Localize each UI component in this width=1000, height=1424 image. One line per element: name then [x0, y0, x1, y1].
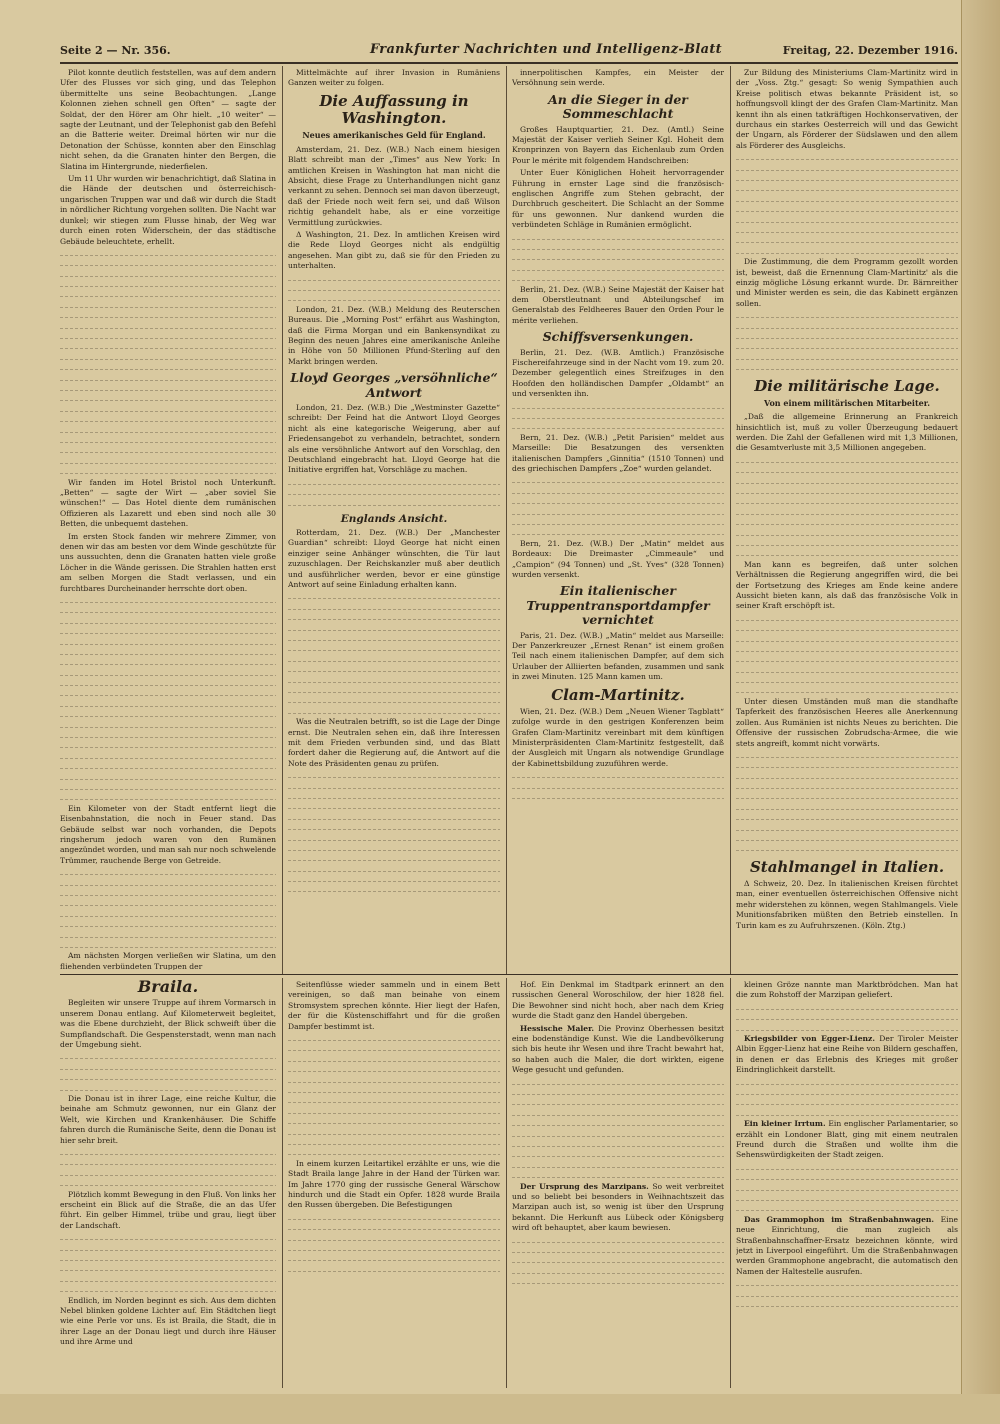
text-line-filler — [512, 1098, 724, 1108]
text-line-filler — [60, 606, 276, 616]
text-line-filler — [288, 802, 500, 812]
text-line-filler — [288, 1265, 500, 1275]
headline-lloyd-george: Lloyd Georges „versöhnliche“ Antwort — [290, 370, 498, 400]
article-paragraph: Um 11 Uhr wurden wir benachrichtigt, daß Slatina in die Hände der deutschen und österreichisch-ungarischen Truppen war und daß wir durch die Stadt in nördlicher Richtung vorgehen sollten. Die Nacht war dunkel; wir stiegen zum Flusse hinab, der Weg war durch einen roten Widerschein, der das städtische Gebäude beleuchtete, erhellt. — [60, 174, 276, 246]
text-line-filler — [736, 332, 958, 342]
article-paragraph: Am nächsten Morgen verließen wir Slatina, um den fliehenden verbündeten Truppen der — [60, 951, 276, 970]
text-line-filler — [60, 363, 276, 373]
text-line-filler — [512, 264, 724, 274]
article-paragraph: Endlich, im Norden beginnt es sich. Aus dem dichten Nebel blinken goldene Lichter auf. Ein Städtchen liegt wie eine Perle vor uns. Es ist Braila, die Stadt, die in ihrer Lage an der Donau liegt und durch ihre Häuser und ihre Arme und — [60, 1295, 276, 1347]
text-line-filler — [736, 1003, 958, 1013]
column-3 — [512, 68, 724, 970]
text-line-filler — [288, 1244, 500, 1254]
article-paragraph: Begleiten wir unsere Truppe auf ihrem Vormarsch in unserem Donau entlang. Auf Kilometerweit begleitet, was die Ebene durchzieht, der Blick schweift über die Sumpflandschaft. Die Gespensterstadt, wenn man nach der Umgebung sieht. — [60, 998, 276, 1050]
text-line-filler — [736, 1013, 958, 1023]
text-line-filler — [60, 741, 276, 751]
page-number: Seite 2 — Nr. 356. — [60, 44, 171, 57]
text-line-filler — [288, 707, 500, 717]
text-line-filler — [60, 1158, 276, 1168]
text-line-filler — [60, 941, 276, 951]
text-line-filler — [736, 322, 958, 332]
text-line-filler — [60, 731, 276, 741]
text-line-filler — [60, 1244, 276, 1254]
section-lead: Der Ursprung des Marzipans. — [520, 1181, 649, 1191]
article-paragraph: Was die Neutralen betrifft, so ist die Lage der Dinge ernst. Die Neutralen sehen ein, daß ihre Interessen mit dem Frieden verbunden sind, und das Blatt fordert daher die Regierung auf, die Antwort auf die Note des Präsidenten genau zu prüfen. — [288, 717, 500, 768]
article-paragraph: Wien, 21. Dez. (W.B.) Dem „Neuen Wiener Tagblatt“ zufolge wurde in den gestrigen Konferenzen beim Grafen Clam-Martinitz vereinbart mit dem künftigen Ministerpräsidenten Clam-Martinitz festgestellt, daß der Ausgleich mit Ungarn als notwendige Grundlage der Kabinettsbildung zuzuführen werde. — [512, 706, 724, 768]
text-line-filler — [60, 436, 276, 446]
article-paragraph: In einem kurzen Leitartikel erzählte er uns, wie die Stadt Braila lange Jahre in der Hand der Türken war. Im Jahre 1770 ging der russische General Wärschow hindurch und die Stadt ein Opfer. 1828 wurde Braila den Russen übergeben. Die Befestigungen — [288, 1158, 500, 1210]
section-text: Ein englischer Parlamentarier, so erzählt ein Londoner Blatt, ging mit einem neutralen Freund durch die Straßen und wollte ihm die Sehenswürdigkeiten der Stadt zeigen. — [736, 1119, 958, 1160]
text-line-filler — [512, 1267, 724, 1277]
text-line-filler — [736, 1204, 958, 1214]
article-paragraph: Großes Hauptquartier, 21. Dez. (Amtl.) Seine Majestät der Kaiser verlieh Seiner Kgl. Hoheit dem Kronprinzen von Bayern das Eichenlaub zum Orden Pour le mérite mit folgendem Handschreiben: — [512, 124, 724, 165]
section-text: Der Tiroler Meister Albin Egger-Lienz hat eine Reihe von Bildern geschaffen, in denen er das Erlebnis des Krieges mit großer Eindringlichkeit darstellt. — [736, 1033, 958, 1075]
text-line-filler — [736, 761, 958, 771]
text-line-filler — [60, 1264, 276, 1274]
section-lead: Ein kleiner Irrtum. — [744, 1119, 826, 1129]
section-text: Die Provinz Oberhessen besitzt eine bodenständige Kunst. Wie die Landbevölkerung sich bis heute ihr Wesen und ihre Tracht bewahrt hat, so haben auch die Maler, die dort wirkten, eigene Wege gesucht und gefunden. — [512, 1023, 724, 1075]
text-line-filler — [736, 247, 958, 257]
text-line-filler — [60, 467, 276, 477]
text-line-filler — [512, 1078, 724, 1088]
text-line-filler — [288, 603, 500, 613]
text-line-filler — [288, 1055, 500, 1065]
text-line-filler — [60, 1084, 276, 1094]
text-line-filler — [288, 1107, 500, 1117]
text-line-filler — [60, 270, 276, 280]
text-line-filler — [60, 1233, 276, 1243]
text-line-filler — [60, 783, 276, 793]
text-line-filler — [512, 1277, 724, 1287]
text-line-filler — [288, 854, 500, 864]
article-paragraph: innerpolitischen Kampfes, ein Meister der Versöhnung sein werde. — [512, 68, 724, 88]
text-line-filler — [60, 394, 276, 404]
text-line-filler — [512, 518, 724, 528]
feuilleton-rule — [60, 974, 958, 975]
text-line-filler — [736, 655, 958, 665]
article-paragraph: Δ Washington, 21. Dez. In amtlichen Kreisen wird die Rede Lloyd Georges nicht als endgültig angesehen. Man gibt zu, daß sie für den Frieden zu unterhalten. — [288, 229, 500, 271]
headline-braila: Braila. — [137, 980, 199, 996]
text-line-filler — [736, 1194, 958, 1204]
text-line-filler — [736, 772, 958, 782]
text-line-filler — [736, 518, 958, 528]
text-line-filler — [288, 676, 500, 686]
text-line-filler — [60, 426, 276, 436]
text-line-filler — [60, 899, 276, 909]
text-line-filler — [288, 1234, 500, 1244]
article-paragraph: Amsterdam, 21. Dez. (W.B.) Nach einem hiesigen Blatt schreibt man der „Times“ aus New York: In amtlichen Kreisen in Washington hat man nicht die Absicht, diese Frage zu Unterhandlungen nicht ganz verkannt zu sehen. Dennoch sei man davon überzeugt, daß der Friede noch weit fern sei, und daß Wilson richtig gehandelt habe, als er eine vorzeitige Vermittlung zurückwies. — [288, 144, 500, 227]
text-line-filler — [512, 1161, 724, 1171]
text-line-filler — [512, 274, 724, 284]
text-line-filler — [736, 508, 958, 518]
text-line-filler — [60, 721, 276, 731]
feuilleton-col-2 — [288, 980, 500, 1388]
text-line-filler — [512, 1130, 724, 1140]
text-line-filler — [736, 614, 958, 624]
text-line-filler — [60, 617, 276, 627]
text-line-filler — [60, 322, 276, 332]
column-1 — [60, 68, 276, 970]
text-line-filler — [60, 679, 276, 689]
article-paragraph: „Daß die allgemeine Erinnerung an Frankreich hinsichtlich ist, muß zu voller Überzeugung bedauert werden. Die Zahl der Gefallenen wird mit 1,3 Millionen, die Gesamtverluste mit 3,5 Millionen angegeben. — [736, 412, 958, 453]
text-line-filler — [736, 456, 958, 466]
text-line-filler — [736, 226, 958, 236]
text-line-filler — [512, 1171, 724, 1181]
text-line-filler — [288, 782, 500, 792]
text-line-filler — [288, 1044, 500, 1054]
text-line-filler — [736, 844, 958, 854]
text-line-filler — [736, 1024, 958, 1034]
text-line-filler — [60, 638, 276, 648]
text-line-filler — [512, 508, 724, 518]
article-paragraph: Ein Kilometer von der Stadt entfernt liegt die Eisenbahnstation, die noch in Feuer stand. Das Gebäude selbst war noch vorhanden, die Depots ringsherum jedoch waren von den Rumänen angezündet worden, und man sah nur noch schwelende Trümmer, rauchende Berge von Getreide. — [60, 803, 276, 865]
text-line-filler — [288, 488, 500, 498]
text-line-filler — [60, 1275, 276, 1285]
text-line-filler — [512, 487, 724, 497]
text-line-filler — [288, 771, 500, 781]
text-line-filler — [60, 290, 276, 300]
page-edge-bottom — [0, 1394, 1000, 1424]
column-rule — [730, 66, 731, 974]
text-line-filler — [288, 1076, 500, 1086]
text-line-filler — [60, 457, 276, 467]
subheadline: Neues amerikanisches Geld für England. — [302, 130, 486, 141]
article-paragraph: Unter diesen Umständen muß man die standhafte Tapferkeit des französischen Heeres alle Anerkennung zollen. Aus Rumänien ist nichts Neues zu berichten. Die Offensive der russischen Zobrudscha-Armee, die wie stets angreift, kommt nicht vorwärts. — [736, 696, 958, 748]
text-line-filler — [736, 1184, 958, 1194]
text-line-filler — [736, 751, 958, 761]
text-line-filler — [288, 284, 500, 294]
text-line-filler — [736, 1173, 958, 1183]
text-line-filler — [288, 1065, 500, 1075]
article-paragraph: Seitenflüsse wieder sammeln und in einem Bett vereinigen, so daß man beinahe von einem Stromsystem sprechen könnte. Hier liegt der Hafen, der für die Küstenschiffahrt und für die großen Dampfer bestimmt ist. — [288, 980, 500, 1031]
text-line-filler — [512, 476, 724, 486]
text-line-filler — [60, 868, 276, 878]
article-paragraph: London, 21. Dez. (W.B.) Meldung des Reuterschen Bureaus. Die „Morning Post“ erfährt aus Washington, daß die Firma Morgan und ein Bankensyndikat zu Beginn des neuen Jahres eine amerikanische Anleihe in Höhe von 50 Millionen Pfund-Sterling auf den Markt bringen werden. — [288, 304, 500, 366]
text-line-filler — [60, 700, 276, 710]
article-paragraph — [736, 1034, 958, 1076]
text-line-filler — [512, 792, 724, 802]
text-line-filler — [60, 1148, 276, 1158]
article-paragraph: Man kann es begreifen, daß unter solchen Verhältnissen die Regierung angegriffen wird, die bei der Fortsetzung des Krieges am Ende keine andere Aussicht bieten kann, als daß das französische Volk in seiner Kraft erschöpft ist. — [736, 559, 958, 611]
text-line-filler — [60, 332, 276, 342]
text-line-filler — [736, 487, 958, 497]
text-line-filler — [736, 1300, 958, 1310]
text-line-filler — [512, 1109, 724, 1119]
text-line-filler — [736, 497, 958, 507]
article-paragraph: Berlin, 21. Dez. (W.B. Amtlich.) Französische Fischereifahrzeuge sind in der Nacht vom 19. zum 20. Dezember gelegentlich eines Streifzuges in den Hoofden den holländischen Dampfer „Oldambt“ an und versenkten ihn. — [512, 347, 724, 399]
text-line-filler — [288, 624, 500, 634]
text-line-filler — [288, 1254, 500, 1264]
feuilleton-col-4 — [736, 980, 958, 1388]
text-line-filler — [60, 1169, 276, 1179]
text-line-filler — [736, 311, 958, 321]
text-line-filler — [288, 686, 500, 696]
column-rule — [506, 978, 507, 1388]
text-line-filler — [736, 1109, 958, 1119]
article-paragraph — [512, 1024, 724, 1076]
text-line-filler — [512, 771, 724, 781]
text-line-filler — [512, 1140, 724, 1150]
text-line-filler — [736, 1163, 958, 1173]
article-paragraph — [512, 1182, 724, 1234]
text-line-filler — [60, 374, 276, 384]
column-rule — [282, 978, 283, 1388]
text-line-filler — [736, 782, 958, 792]
subheadline: Von einem militärischen Mitarbeiter. — [763, 397, 931, 408]
section-text: Eine neue Einrichtung, die man zugleich als Straßenbahnschaffner-Ersatz bezeichnen könnte, wird jetzt in Liverpool eingeführt. Um die Straßenbahnwagen werden Grammophone angebracht, die automatisch den Namen der Haltestelle ausrufen. — [736, 1214, 958, 1276]
text-line-filler — [512, 1119, 724, 1129]
text-line-filler — [288, 294, 500, 304]
text-line-filler — [512, 253, 724, 263]
text-line-filler — [288, 834, 500, 844]
text-line-filler — [288, 823, 500, 833]
text-line-filler — [60, 931, 276, 941]
issue-date: Freitag, 22. Dezember 1916. — [782, 44, 958, 57]
article-paragraph: Plötzlich kommt Bewegung in den Fluß. Von links her erscheint ein Blick auf die Straße, die an das Ufer führt. Ein gelber Himmel, trübe und grau, liegt über der Landschaft. — [60, 1189, 276, 1230]
text-line-filler — [60, 405, 276, 415]
text-line-filler — [736, 184, 958, 194]
text-line-filler — [60, 762, 276, 772]
article-paragraph: kleinen Gröze nannte man Marktbrödchen. Man hat die zum Rohstoff der Marzipan geliefert. — [736, 980, 958, 1000]
article-paragraph: Hof. Ein Denkmal im Stadtpark erinnert an den russischen General Woroschilow, der hier 1828 fiel. Die Bewohner sind nicht hoch, aber nach dem Krieg wurde die Stadt ganz den Handel übergeben. — [512, 980, 724, 1021]
text-line-filler — [736, 164, 958, 174]
text-line-filler — [60, 259, 276, 269]
headline-militaerische-lage: Die militärische Lage. — [754, 376, 940, 395]
text-line-filler — [288, 1034, 500, 1044]
text-line-filler — [736, 666, 958, 676]
text-line-filler — [512, 1088, 724, 1098]
text-line-filler — [60, 280, 276, 290]
text-line-filler — [736, 236, 958, 246]
text-line-filler — [512, 402, 724, 412]
section-lead: Kriegsbilder von Egger-Lienz. — [744, 1033, 876, 1043]
text-line-filler — [60, 752, 276, 762]
text-line-filler — [736, 466, 958, 476]
text-line-filler — [288, 813, 500, 823]
headline-schiffsversenkungen: Schiffsversenkungen. — [542, 329, 694, 345]
text-line-filler — [60, 342, 276, 352]
feuilleton-col-3 — [512, 980, 724, 1388]
headline-clam-martinitz: Clam-Martinitz. — [551, 685, 685, 704]
text-line-filler — [736, 1279, 958, 1289]
article-paragraph: Pilot konnte deutlich feststellen, was auf dem andern Ufer des Flusses vor sich ging, und das Telephon übermittelte uns seine Beobachtungen. „Lange Kolonnen ziehen schnell gen Often“ — sagte der Soldat, der den Hörer am Ohr hielt. „10 weiter“ — sagte der Leutnant, und der Telephonist gab den Befehl an die Batterie weiter. Dreimal hörten wir nur die Detonation der Schüsse, konnten aber den Einschlag nicht sehen, da die Granaten hinter den Bergen, die Slatina im Hintergrunde, niederfielen. — [60, 68, 276, 171]
text-line-filler — [512, 243, 724, 253]
text-line-filler — [288, 592, 500, 602]
text-line-filler — [736, 529, 958, 539]
text-line-filler — [288, 875, 500, 885]
text-line-filler — [288, 1223, 500, 1233]
text-line-filler — [288, 865, 500, 875]
text-line-filler — [736, 477, 958, 487]
section-lead: Das Grammophon im Straßenbahnwagen. — [744, 1214, 935, 1224]
text-line-filler — [736, 635, 958, 645]
text-line-filler — [736, 549, 958, 559]
text-line-filler — [288, 1096, 500, 1106]
article-paragraph: Die Donau ist in ihrer Lage, eine reiche Kultur, die beinahe am Schmutz gewonnen, nur ein Glanz der Welt, wie Kirchen und Krankenhäuser. Die Schiffe fahren durch die Rumänische Seite, denn die Donau ist hier sehr breit. — [60, 1094, 276, 1145]
text-line-filler — [736, 834, 958, 844]
text-line-filler — [736, 624, 958, 634]
text-line-filler — [736, 539, 958, 549]
text-line-filler — [60, 1179, 276, 1189]
page-edge-right — [961, 0, 1000, 1424]
text-line-filler — [736, 1078, 958, 1088]
text-line-filler — [736, 792, 958, 802]
text-line-filler — [60, 889, 276, 899]
text-line-filler — [512, 412, 724, 422]
text-line-filler — [60, 384, 276, 394]
text-line-filler — [736, 824, 958, 834]
text-line-filler — [736, 153, 958, 163]
text-line-filler — [736, 216, 958, 226]
headline-truppentransport: Ein italienischer Truppentransportdampfer vernichtet — [526, 583, 710, 628]
text-line-filler — [60, 249, 276, 259]
article-paragraph: Paris, 21. Dez. (W.B.) „Matin“ meldet aus Marseille: Der Panzerkreuzer „Ernest Renan“ ist einem großen Teil nach einem italienischen Dampfer, auf dem sich Urlauber der Alliierten befanden, zusammen und sank in zwei Minuten. 125 Mann kamen um. — [512, 630, 724, 682]
text-line-filler — [512, 782, 724, 792]
article-paragraph: Mittelmächte auf ihrer Invasion in Rumäniens Ganzen weiter zu folgen. — [288, 68, 500, 88]
text-line-filler — [60, 596, 276, 606]
feuilleton-braila — [60, 980, 276, 1388]
text-line-filler — [60, 648, 276, 658]
section-text: So weit verbreitet und so beliebt bei besonders in Weihnachtszeit das Marzipan auch ist, so wenig ist über den Ursprung bekannt. Die Herkunft aus Lübeck oder Königsberg wird oft behauptet, aber kaum bewiesen. — [512, 1181, 724, 1233]
column-rule — [506, 66, 507, 974]
text-line-filler — [288, 274, 500, 284]
headline-washington: Die Auffassung in Washington. — [319, 91, 469, 128]
text-line-filler — [512, 1246, 724, 1256]
text-line-filler — [60, 1052, 276, 1062]
text-line-filler — [288, 634, 500, 644]
text-line-filler — [60, 773, 276, 783]
text-line-filler — [736, 1290, 958, 1300]
article-paragraph — [736, 1215, 958, 1277]
text-line-filler — [288, 1213, 500, 1223]
text-line-filler — [512, 497, 724, 507]
text-line-filler — [736, 686, 958, 696]
text-line-filler — [736, 645, 958, 655]
text-line-filler — [288, 1148, 500, 1158]
article-paragraph: London, 21. Dez. (W.B.) Die „Westminster Gazette“ schreibt: Der Feind hat die Antwort Lloyd Georges nicht als eine kategorische Weigerung, aber auf Friedensangebot zu verhandeln, betrachtet, sondern als eine versöhnliche Antwort auf den Vorschlag, den Deutschland eingebracht hat. Lloyd George hat die Initiative ergriffen hat, Vorschläge zu machen. — [288, 402, 500, 475]
text-line-filler — [736, 676, 958, 686]
article-paragraph: Bern, 21. Dez. (W.B.) Der „Matin“ meldet aus Bordeaux: Die Dreimaster „Cimmeaule“ und „Campion“ (94 Tonnen) und „St. Yves“ (328 Tonnen) wurden versenkt. — [512, 538, 724, 579]
text-line-filler — [288, 1117, 500, 1127]
text-line-filler — [288, 478, 500, 488]
text-line-filler — [60, 689, 276, 699]
headline-stahlmangel: Stahlmangel in Italien. — [749, 857, 945, 876]
text-line-filler — [60, 710, 276, 720]
article-paragraph: Rotterdam, 21. Dez. (W.B.) Der „Manchester Guardian“ schreibt: Lloyd George hat nicht einen einziger seine Anhänger wünschten, die Tür laut zuzuschlagen. Der Reichskanzler muß aber deutlich und ausführlicher werden, bevor er eine günstige Antwort auf seine Einladung erhalten kann. — [288, 528, 500, 590]
text-line-filler — [60, 1073, 276, 1083]
article-paragraph: Berlin, 21. Dez. (W.B.) Seine Majestät der Kaiser hat dem Oberstleutnant und Abteilungschef im Generalstab des Feldheeres Bauer den Orden Pour le mérite verliehen. — [512, 284, 724, 325]
text-line-filler — [512, 233, 724, 243]
text-line-filler — [288, 499, 500, 509]
text-line-filler — [60, 793, 276, 803]
headline-sommeschlacht: An die Sieger in der Sommeschlacht — [548, 91, 688, 122]
article-paragraph: Bern, 21. Dez. (W.B.) „Petit Parisien“ meldet aus Marseille: Die Besatzungen des versenkten italienischen Dampfers „Ginnitia“ (1510 Tonnen) und des griechischen Dampfers „Zoe“ wurden gelandet. — [512, 432, 724, 473]
text-line-filler — [288, 1086, 500, 1096]
text-line-filler — [288, 1128, 500, 1138]
text-line-filler — [288, 655, 500, 665]
text-line-filler — [288, 613, 500, 623]
text-line-filler — [60, 1063, 276, 1073]
text-line-filler — [736, 342, 958, 352]
text-line-filler — [736, 195, 958, 205]
text-line-filler — [60, 311, 276, 321]
column-rule — [730, 978, 731, 1388]
column-4 — [736, 68, 958, 970]
text-line-filler — [736, 353, 958, 363]
text-line-filler — [60, 415, 276, 425]
newspaper-title: Frankfurter Nachrichten und Intelligenz-Blatt — [370, 42, 722, 57]
text-line-filler — [512, 1236, 724, 1246]
text-line-filler — [288, 665, 500, 675]
article-paragraph: Wir fanden im Hotel Bristol noch Unterkunft. „Betten“ — sagte der Wirt — „aber soviel Sie wünschen!“ — Das Hotel diente dem rumänischen Offizieren als Lazarett und eben sind noch alle 30 Betten, die unbequemt dastehen. — [60, 477, 276, 529]
article-paragraph: Im ersten Stock fanden wir mehrere Zimmer, von denen wir das am besten vor dem Winde geschützte für uns aussuchten, denn die Granaten hatten viele große Löcher in die Wände gerissen. Die Strahlen hatten erst am selben Morgen die Stadt verlassen, und ein furchtbares Durcheinander herrschte dort oben. — [60, 531, 276, 593]
text-line-filler — [60, 353, 276, 363]
text-line-filler — [288, 792, 500, 802]
newspaper-sheet — [60, 40, 958, 1392]
text-line-filler — [60, 301, 276, 311]
text-line-filler — [736, 1088, 958, 1098]
section-lead: Hessische Maler. — [520, 1023, 595, 1033]
text-line-filler — [512, 1256, 724, 1266]
text-line-filler — [60, 669, 276, 679]
text-line-filler — [60, 910, 276, 920]
text-line-filler — [736, 813, 958, 823]
text-line-filler — [60, 446, 276, 456]
text-line-filler — [60, 1285, 276, 1295]
text-line-filler — [60, 920, 276, 930]
text-line-filler — [736, 1098, 958, 1108]
article-paragraph: Die Zustimmung, die dem Programm gezollt worden ist, beweist, daß die Ernennung Clam-Martinitz' als die einzig mögliche Lösung erkannt wurde. Dr. Bärnreither und Minister werden es sein, die das Kabinett ergänzen sollen. — [736, 257, 958, 308]
headline-englands-ansicht: Englands Ansicht. — [340, 512, 448, 525]
text-line-filler — [60, 627, 276, 637]
article-paragraph — [736, 1119, 958, 1161]
article-paragraph: Zur Bildung des Ministeriums Clam-Martinitz wird in der „Voss. Ztg.“ gesagt: So wenig Sympathien auch Kreise politisch etwas bekannte Präsident ist, so hoffnungsvoll klingt der des Grafen Clam-Martinitz. Man kennt ihn als einen tatkräftigen Hochkonservativen, der durchaus ein starkes Oesterreich will und das Gewicht der Ungarn, als Förderer der Südslawen und den allem als Förderer des Ausgleichs. — [736, 68, 958, 150]
text-line-filler — [288, 696, 500, 706]
masthead — [60, 40, 958, 64]
text-line-filler — [736, 205, 958, 215]
text-line-filler — [60, 1254, 276, 1264]
text-line-filler — [736, 174, 958, 184]
article-paragraph: Unter Euer Königlichen Hoheit hervorragender Führung in ernster Lage sind die französisch-englischen Angriffe zum Stehen gebracht, der Durchbruch gescheitert. Die Schlacht an der Somme für uns gewonnen. Nur dankend wurden die verbündeten Schläge in Rumänien ermöglicht. — [512, 168, 724, 230]
text-line-filler — [288, 644, 500, 654]
article-paragraph: Δ Schweiz, 20. Dez. In italienischen Kreisen fürchtet man, einer eventuellen österreichischen Offensive nicht mehr widerstehen zu können, wegen Stahlmangels. Viele Munitionsfabriken müßten den Betrieb einstellen. In Turin kam es zu Aufruhrszenen. (Köln. Ztg.) — [736, 879, 958, 930]
text-line-filler — [288, 844, 500, 854]
text-line-filler — [60, 879, 276, 889]
text-line-filler — [512, 422, 724, 432]
text-line-filler — [736, 363, 958, 373]
column-rule — [282, 66, 283, 974]
text-line-filler — [512, 1150, 724, 1160]
text-line-filler — [60, 658, 276, 668]
text-line-filler — [288, 885, 500, 895]
text-line-filler — [288, 1138, 500, 1148]
text-line-filler — [736, 803, 958, 813]
column-2 — [288, 68, 500, 970]
text-line-filler — [512, 528, 724, 538]
